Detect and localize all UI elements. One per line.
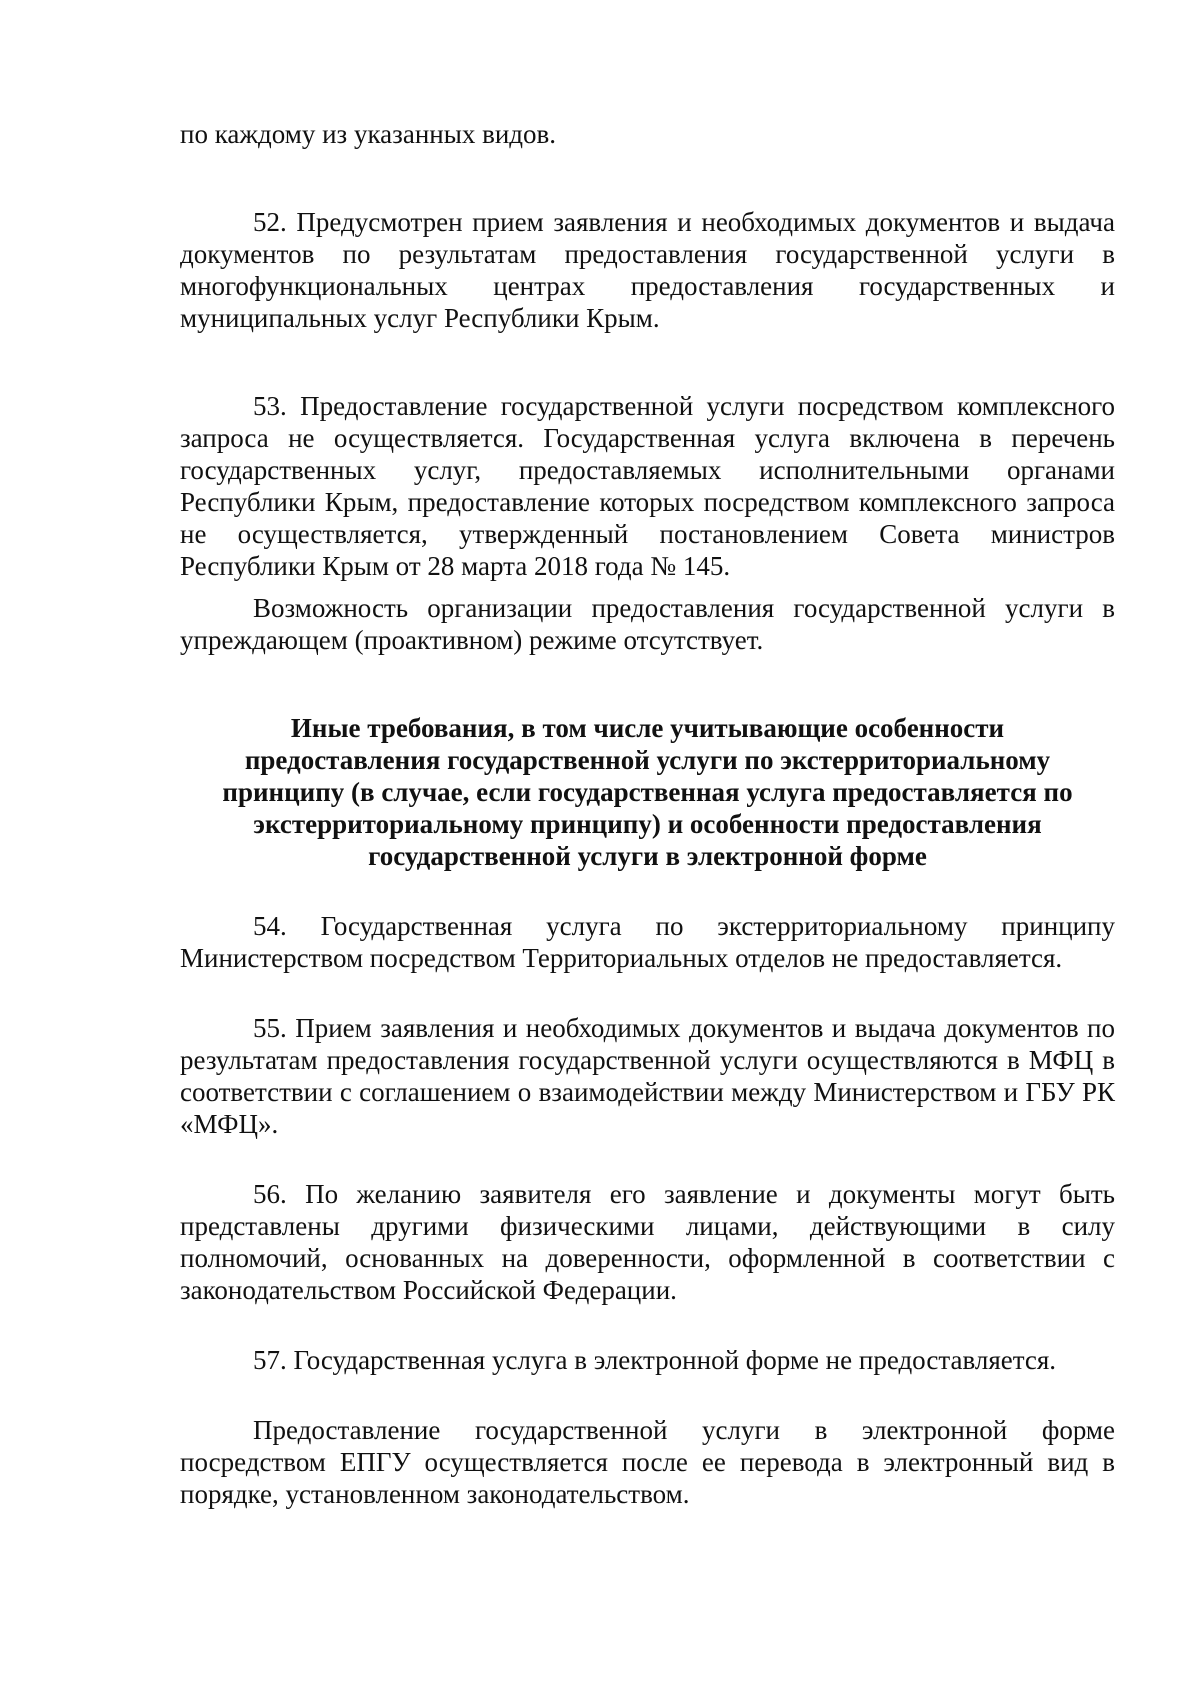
spacer: [180, 582, 1115, 592]
paragraph-53: 53. Предоставление государственной услуги посредством комплексного запроса не осуществляется. Государственная услуга включена в перечень государственных услуг, предоставляемых исполнительными органами Республики Крым, предоставление которых посредством комплексного запроса не осуществляется, утвержденный постановлением Совета министров Республики Крым от 28 марта 2018 года № 145.: [180, 391, 1115, 581]
spacer: [180, 656, 1115, 712]
paragraph-56: 56. По желанию заявителя его заявление и документы могут быть представлены другими физическими лицами, действующими в силу полномочий, основанных на доверенности, оформленной в соответствии с законодательством Российской Федерации.: [180, 1179, 1115, 1305]
spacer: [180, 334, 1115, 390]
spacer: [180, 872, 1115, 910]
paragraph-57-continuation: Предоставление государственной услуги в электронной форме посредством ЕПГУ осуществляется после ее перевода в электронный вид в порядке, установленном законодательством.: [180, 1415, 1115, 1509]
paragraph-54: 54. Государственная услуга по экстерриториальному принципу Министерством посредством Территориальных отделов не предоставляется.: [180, 911, 1115, 973]
spacer: [180, 1306, 1115, 1344]
paragraph-57: 57. Государственная услуга в электронной форме не предоставляется.: [253, 1345, 1056, 1375]
paragraph-53-continuation: Возможность организации предоставления государственной услуги в упреждающем (проактивном) режиме отсутствует.: [180, 593, 1115, 655]
spacer: [180, 1140, 1115, 1178]
paragraph-55: 55. Прием заявления и необходимых документов и выдача документов по результатам предоставления государственной услуги осуществляются в МФЦ в соответствии с соглашением о взаимодействии между Министерством и ГБУ РК «МФЦ».: [180, 1013, 1115, 1139]
spacer: [180, 150, 1115, 206]
spacer: [180, 974, 1115, 1012]
paragraph-continuation: по каждому из указанных видов.: [180, 119, 557, 149]
spacer: [180, 1376, 1115, 1414]
section-heading: Иные требования, в том числе учитывающие особенности предоставления государственной услуги по экстерриториальному принципу (в случае, если государственная услуга предоставляется по экстерриториальному принципу) и особенности предоставления государственной услуги в электронной форме: [222, 713, 1073, 871]
document-body: [180, 118, 1115, 1510]
paragraph-52: 52. Предусмотрен прием заявления и необходимых документов и выдача документов по результатам предоставления государственной услуги в многофункциональных центрах предоставления государственных и муниципальных услуг Республики Крым.: [180, 207, 1115, 333]
